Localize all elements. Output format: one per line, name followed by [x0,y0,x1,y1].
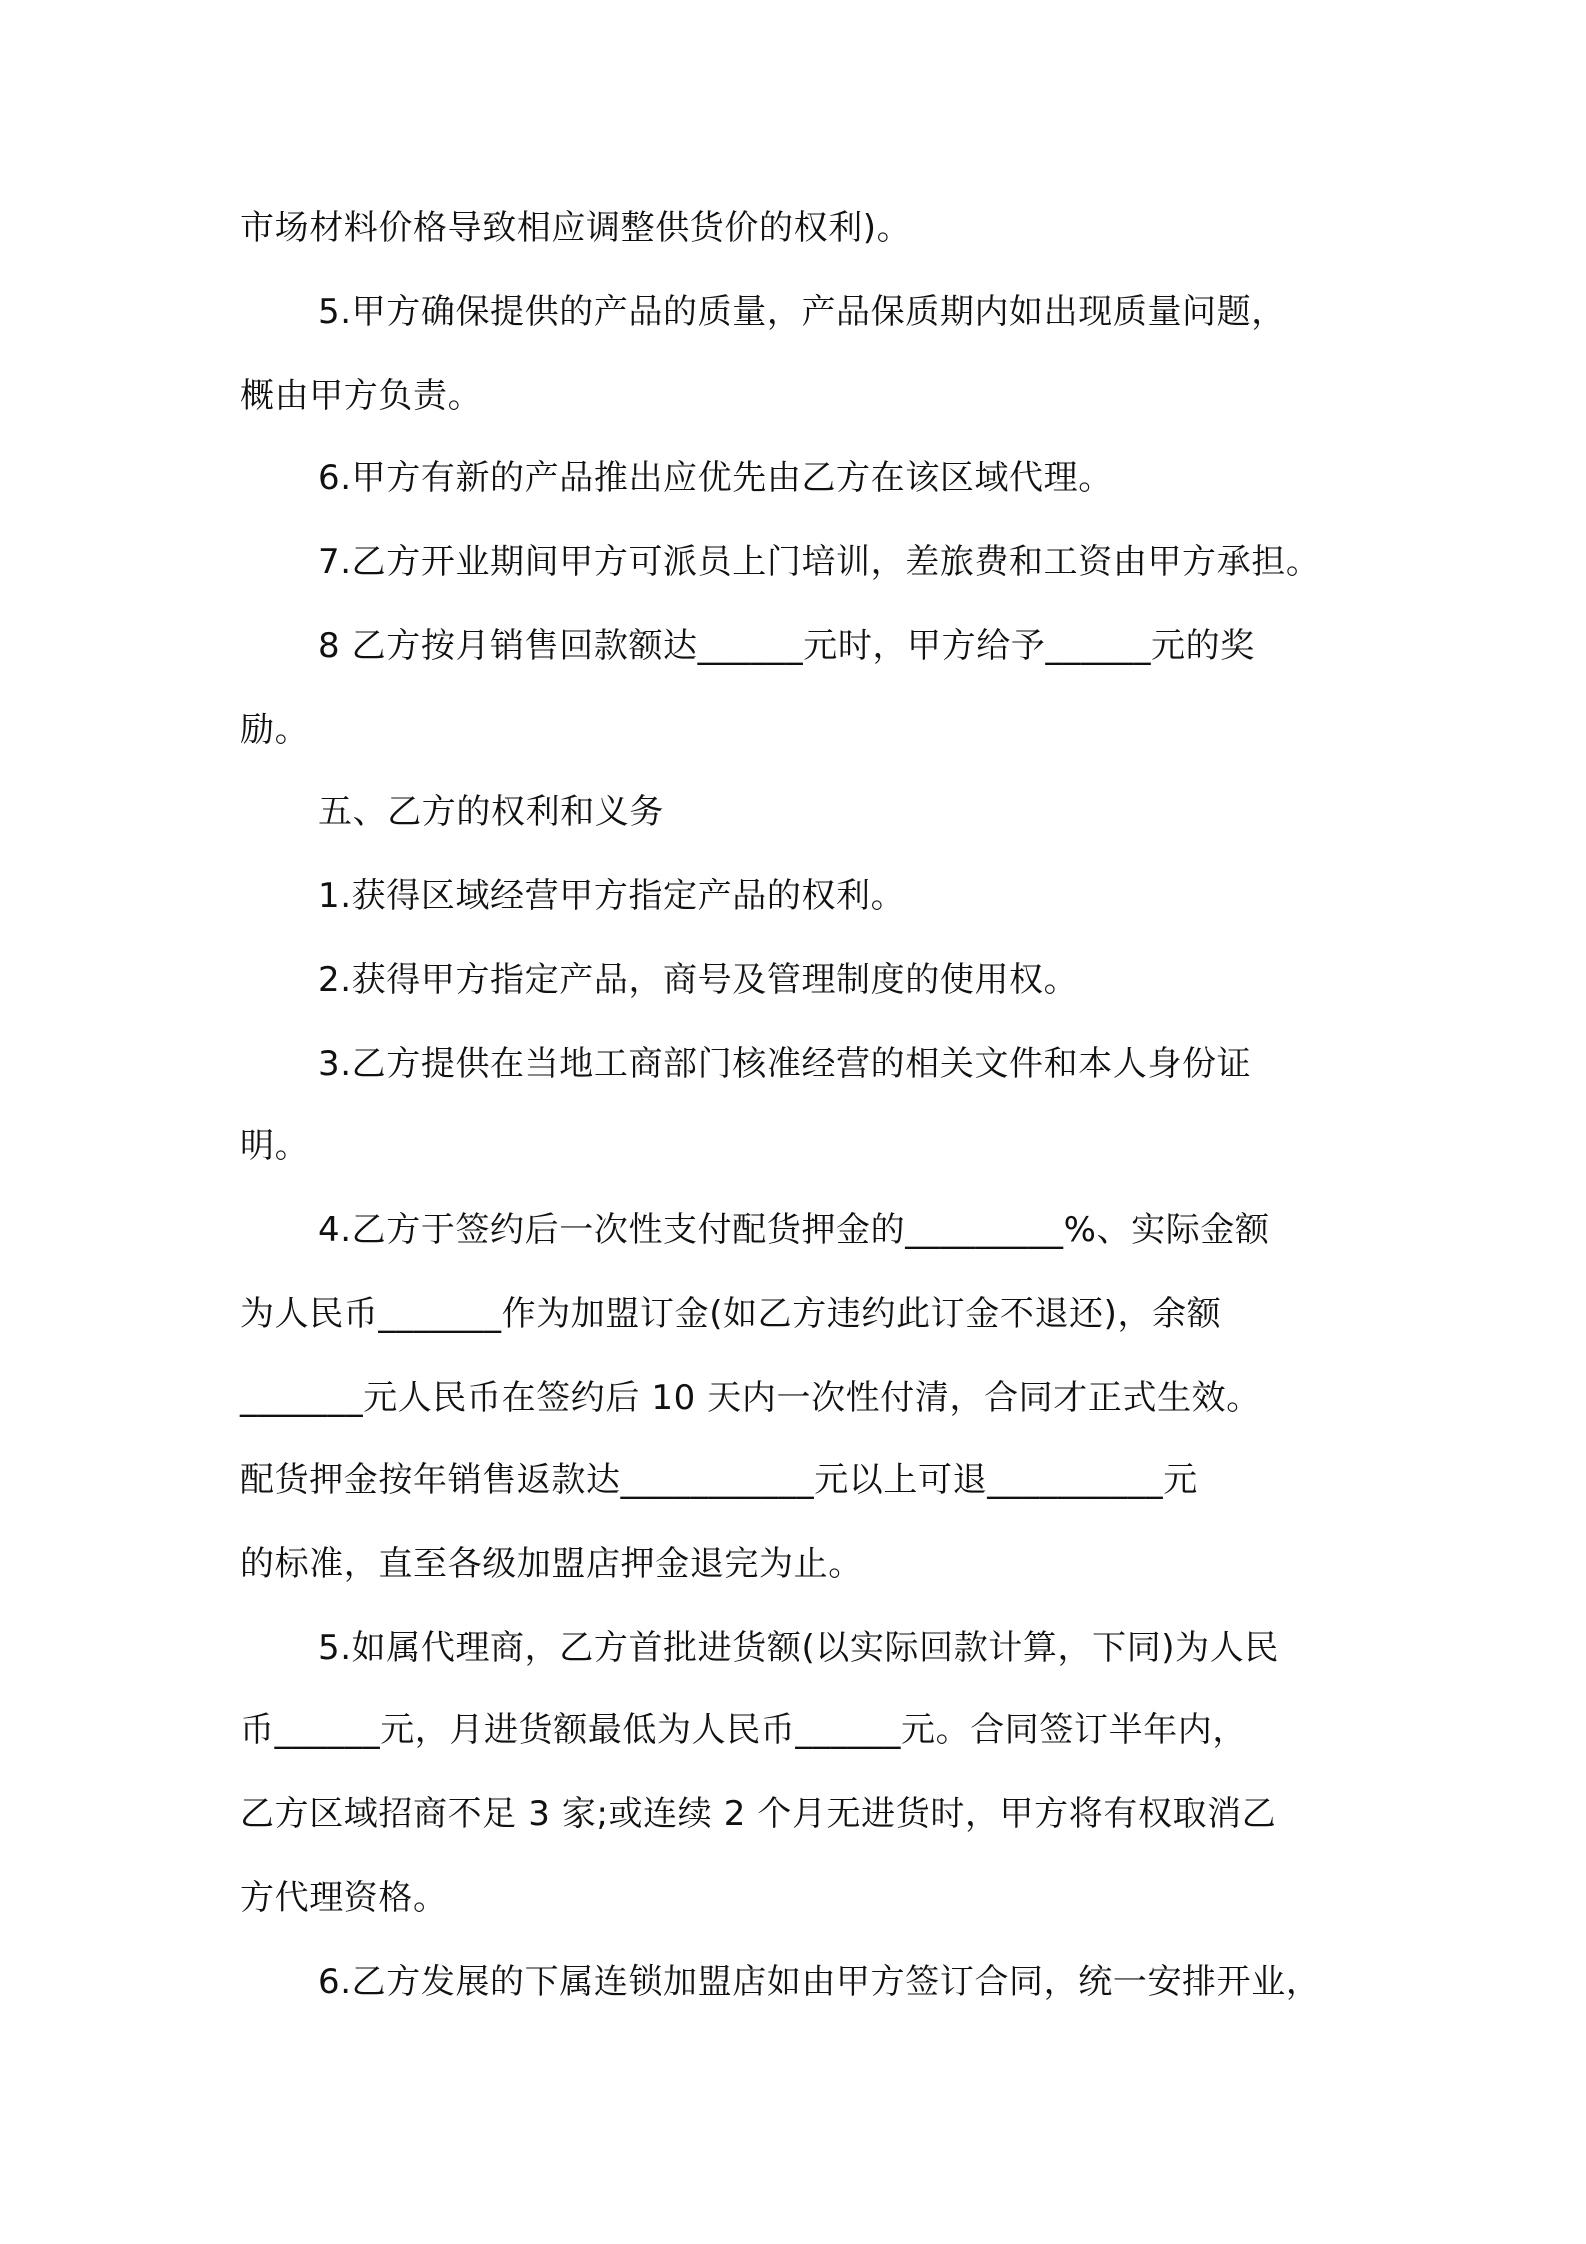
text-line-11: 3.乙方提供在当地工商部门核准经营的相关文件和本人身份证 [318,1044,1252,1084]
text-line-19: 币______元，月进货额最低为人民币______元。合同签订半年内， [240,1710,1247,1750]
text-line-10: 2.获得甲方指定产品，商号及管理制度的使用权。 [318,960,1079,1000]
text-line-3: 概由甲方负责。 [240,376,483,416]
text-line-13: 4.乙方于签约后一次性支付配货押金的_________%、实际金额 [318,1210,1270,1250]
text-line-17: 的标准，直至各级加盟店押金退完为止。 [240,1544,863,1584]
text-line-18: 5.如属代理商，乙方首批进货额(以实际回款计算，下同)为人民 [318,1628,1279,1668]
text-line-9: 1.获得区域经营甲方指定产品的权利。 [318,876,906,916]
text-line-5: 7.乙方开业期间甲方可派员上门培训，差旅费和工资由甲方承担。 [318,542,1321,582]
text-line-21: 方代理资格。 [240,1878,448,1918]
text-line-22: 6.乙方发展的下属连锁加盟店如由甲方签订合同，统一安排开业， [318,1962,1321,2002]
text-line-12: 明。 [240,1126,310,1166]
text-line-4: 6.甲方有新的产品推出应优先由乙方在该区域代理。 [318,458,1113,498]
text-line-20: 乙方区域招商不足 3 家;或连续 2 个月无进货时，甲方将有权取消乙 [240,1794,1277,1834]
text-line-14: 为人民币_______作为加盟订金(如乙方违约此订金不退还)，余额 [240,1294,1222,1334]
text-line-2: 5.甲方确保提供的产品的质量，产品保质期内如出现质量问题， [318,292,1286,332]
text-line-16: 配货押金按年销售返款达___________元以上可退__________元 [240,1460,1198,1500]
text-line-7: 励。 [240,710,310,750]
section-heading: 五、乙方的权利和义务 [318,792,664,832]
text-line-6: 8 乙方按月销售回款额达______元时，甲方给予______元的奖 [318,626,1255,666]
text-line-15: _______元人民币在签约后 10 天内一次性付清，合同才正式生效。 [240,1378,1261,1418]
text-line-1: 市场材料价格导致相应调整供货价的权利)。 [240,208,912,248]
